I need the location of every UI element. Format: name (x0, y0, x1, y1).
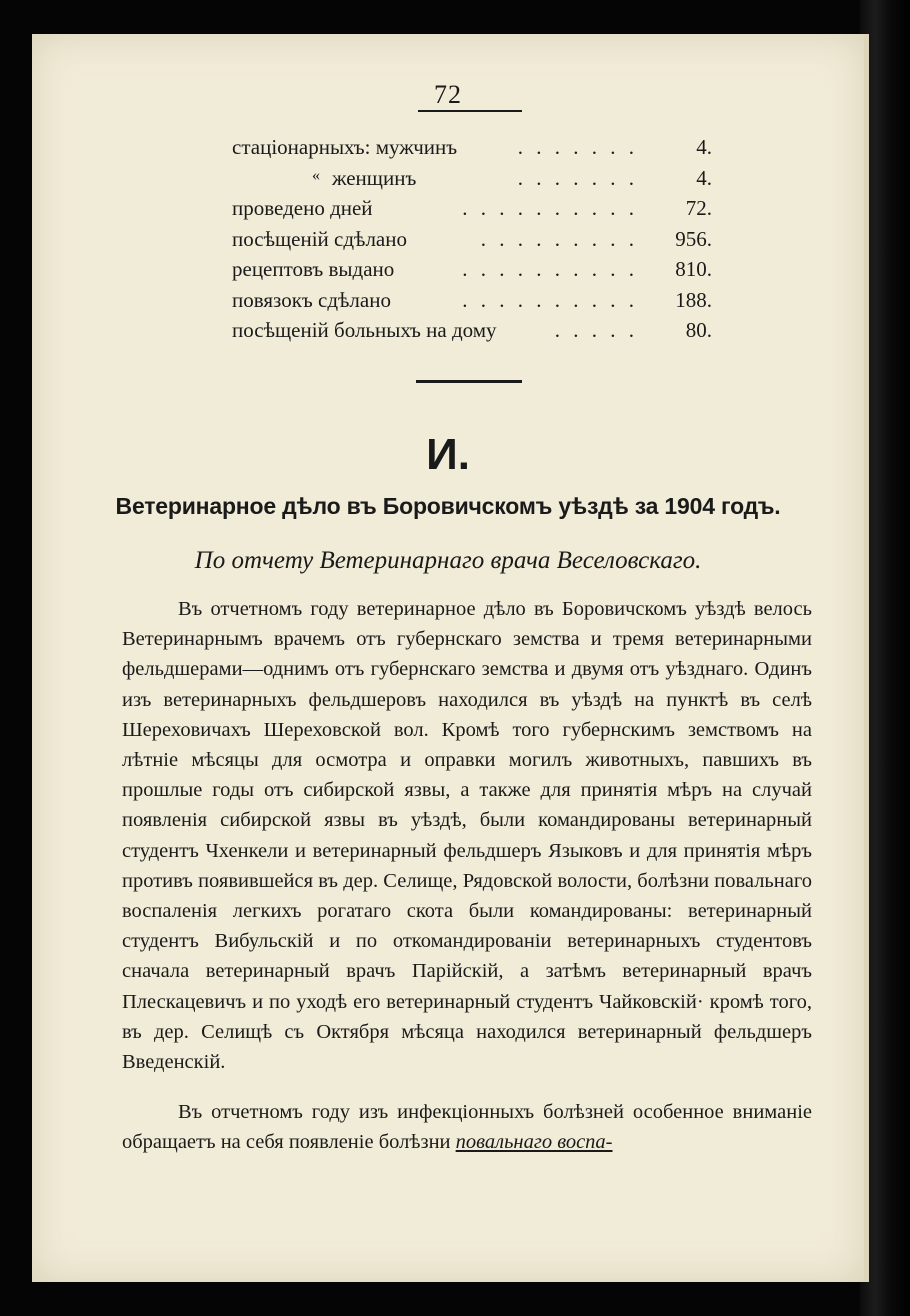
stat-leader: . . . . . . . . . (480, 226, 638, 251)
statistics-list (232, 132, 712, 346)
stat-value: 72. (685, 196, 712, 220)
stat-value: 4. (696, 165, 712, 190)
stat-label: рецептовъ выдано (232, 257, 395, 281)
stat-label: проведено дней (232, 196, 373, 220)
stat-row (232, 285, 712, 316)
stat-value: 4. (696, 135, 712, 159)
body-text (122, 594, 812, 1158)
stat-label: повязокъ сдѣлано (232, 287, 391, 312)
ditto-mark: « (312, 166, 320, 184)
emphasized-text: повальнаго воспа- (455, 1131, 613, 1154)
stat-leader: . . . . . . . . . . (462, 196, 638, 220)
page-number-rule (418, 110, 522, 112)
section-title: Ветеринарное дѣло въ Боровичскомъ уѣздѣ за 1904 годъ. (115, 493, 781, 519)
stat-value: 188. (675, 287, 712, 312)
stat-label: посѣщеній сдѣлано (232, 226, 407, 251)
stat-leader: . . . . . (554, 318, 638, 342)
stat-leader: . . . . . . . (517, 165, 638, 190)
stat-label: стаціонарныхъ: мужчинъ (232, 135, 458, 159)
stat-leader: . . . . . . . . . . (462, 257, 638, 281)
section-numeral: И. (426, 430, 470, 479)
page-number: 72 (434, 80, 462, 109)
section-subtitle: По отчету Ветеринарнаго врача Веселовскаго. (194, 547, 702, 574)
stat-leader: . . . . . . . . . . (462, 287, 638, 312)
stat-row (232, 193, 712, 224)
paragraph (122, 1097, 812, 1157)
paragraph-text: Въ отчетномъ году изъ инфекціонныхъ болѣзней особенное вниманіе обращаетъ на себя появленіе болѣзни (122, 1101, 812, 1154)
stat-value: 810. (675, 257, 712, 281)
stat-label: посѣщеній больныхъ на дому (232, 318, 497, 342)
page-content (32, 34, 864, 1282)
section-divider (416, 380, 522, 383)
stat-value: 80. (685, 318, 712, 342)
stat-row (232, 163, 712, 194)
stat-row (232, 132, 712, 163)
stat-row (232, 254, 712, 285)
stat-leader: . . . . . . . (517, 135, 638, 159)
stat-label: женщинъ (332, 165, 417, 190)
stat-row (232, 315, 712, 346)
book-page (32, 34, 864, 1282)
paragraph: Въ отчетномъ году ветеринарное дѣло въ Боровичскомъ уѣздѣ велось Ветеринарнымъ врачемъ отъ губернскаго земства и тремя ветеринарными фельдшерами—однимъ отъ губернскаго земства и двумя отъ уѣзднаго. Одинъ изъ ветеринарныхъ фельдшеровъ находился въ уѣздѣ на пунктѣ въ селѣ Шереховичахъ Шереховской вол. Кромѣ того губернскимъ земствомъ на лѣтніе мѣсяцы для осмотра и оправки могилъ животныхъ, павшихъ въ прошлые годы отъ сибирской язвы, а также для принятія мѣръ на случай появленія сибирской язвы въ уѣздѣ, были командированы ветеринарный студентъ Чхенкели и ветеринарный фельдшеръ Языковъ и для принятія мѣръ противъ появившейся въ дер. Селище, Рядовской волости, болѣзни повальнаго воспаленія легкихъ рогатаго скота были командированы: ветеринарный студентъ Вибульскій и по откомандированіи ветеринарныхъ студентовъ сначала ветеринарный врачъ Парійскій, а затѣмъ ветеринарный врачъ Плескацевичъ и по уходѣ его ветеринарный студентъ Чайковскій· кромѣ того, въ дер. Селищѣ съ Октября мѣсяца находился ветеринарный фельдшеръ Введенскій. (122, 598, 812, 1074)
stat-value: 956. (675, 226, 712, 251)
stat-row (232, 224, 712, 255)
